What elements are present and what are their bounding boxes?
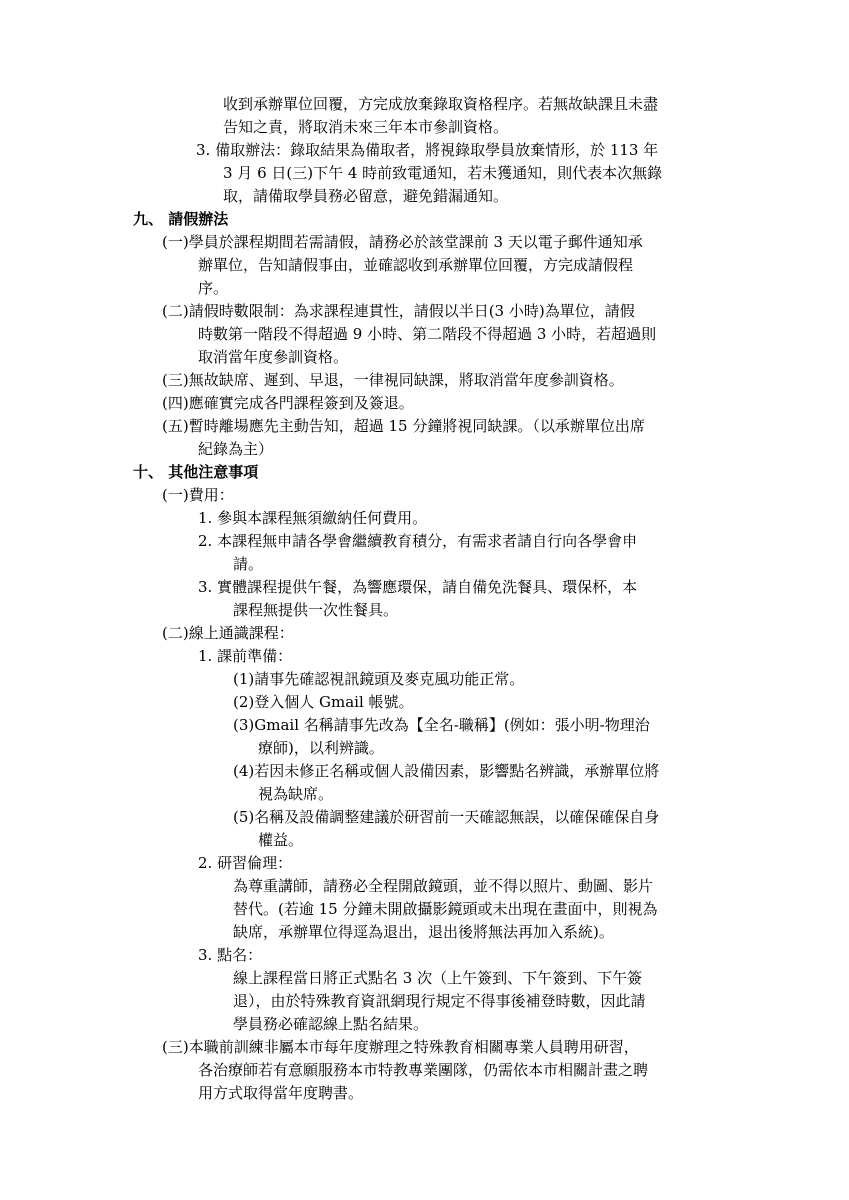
text-line: 收到承辦單位回覆，方完成放棄錄取資格程序。若無故缺課且未盡 bbox=[223, 95, 659, 113]
text-line: 時數第一階段不得超過 9 小時、第二階段不得超過 3 小時，若超過則 bbox=[198, 325, 657, 343]
text-line: 退），由於特殊教育資訊網現行規定不得事後補登時數，因此請 bbox=[233, 992, 646, 1010]
text-line: (二)請假時數限制：為求課程連貫性，請假以半日(3 小時)為單位，請假 bbox=[162, 302, 635, 320]
text-line: 3 月 6 日(三)下午 4 時前致電通知，若未獲通知，則代表本次無錄 bbox=[223, 164, 663, 182]
text-line: 1. 課前準備： bbox=[198, 647, 293, 665]
text-line: (4)若因未修正名稱或個人設備因素，影響點名辨識，承辦單位將 bbox=[233, 762, 660, 780]
text-line: 2. 本課程無申請各學會繼續教育積分，有需求者請自行向各學會申 bbox=[198, 532, 638, 550]
text-line: 用方式取得當年度聘書。 bbox=[198, 1084, 364, 1102]
text-line: 取消當年度參訓資格。 bbox=[198, 348, 349, 366]
text-line: (2)登入個人 Gmail 帳號。 bbox=[233, 693, 414, 711]
text-line: 權益。 bbox=[258, 831, 304, 849]
section-heading: 十、 其他注意事項 bbox=[133, 463, 259, 481]
text-line: 視為缺席。 bbox=[258, 785, 334, 803]
text-line: (四)應確實完成各門課程簽到及簽退。 bbox=[162, 394, 414, 412]
text-line: 線上課程當日將正式點名 3 次（上午簽到、下午簽到、下午簽 bbox=[233, 969, 643, 987]
text-line: 取，請備取學員務必留意，避免錯漏通知。 bbox=[223, 187, 509, 205]
text-line: 為尊重講師，請務必全程開啟鏡頭，並不得以照片、動圖、影片 bbox=[233, 877, 654, 895]
text-line: 辦單位，告知請假事由，並確認收到承辦單位回覆，方完成請假程 bbox=[198, 256, 634, 274]
text-line: 紀錄為主） bbox=[198, 440, 274, 458]
text-line: (1)請事先確認視訊鏡頭及麥克風功能正常。 bbox=[233, 670, 525, 688]
text-line: 請。 bbox=[233, 555, 264, 573]
text-line: 療師)，以利辨識。 bbox=[258, 739, 384, 757]
text-line: 3. 點名： bbox=[198, 946, 263, 964]
text-line: 缺席，承辦單位得逕為退出，退出後將無法再加入系統)。 bbox=[233, 923, 614, 941]
text-line: (三)本職前訓練非屬本市每年度辦理之特殊教育相關專業人員聘用研習， bbox=[162, 1038, 639, 1056]
text-line: 學員務必確認線上點名結果。 bbox=[233, 1015, 429, 1033]
text-line: (一)學員於課程期間若需請假，請務必於該堂課前 3 天以電子郵件通知承 bbox=[162, 233, 643, 251]
text-line: 2. 研習倫理： bbox=[198, 854, 293, 872]
text-line: 各治療師若有意願服務本市特教專業團隊，仍需依本市相關計畫之聘 bbox=[198, 1061, 649, 1079]
text-line: 1. 參與本課程無須繳納任何費用。 bbox=[198, 509, 428, 527]
text-line: (三)無故缺席、遲到、早退，一律視同缺課，將取消當年度參訓資格。 bbox=[162, 371, 624, 389]
text-line: (一)費用： bbox=[162, 486, 234, 504]
text-line: 3. 備取辦法：錄取結果為備取者，將視錄取學員放棄情形，於 113 年 bbox=[196, 141, 659, 159]
text-line: (3)Gmail 名稱請事先改為【全名-職稱】(例如：張小明-物理治 bbox=[233, 716, 650, 734]
section-heading: 九、 請假辦法 bbox=[133, 210, 229, 228]
text-line: 課程無提供一次性餐具。 bbox=[233, 601, 399, 619]
text-line: 3. 實體課程提供午餐，為響應環保，請自備免洗餐具、環保杯，本 bbox=[198, 578, 638, 596]
text-line: 告知之責，將取消未來三年本市參訓資格。 bbox=[223, 118, 509, 136]
text-line: (五)暫時離場應先主動告知，超過 15 分鐘將視同缺課。（以承辦單位出席 bbox=[162, 417, 645, 435]
text-line: (5)名稱及設備調整建議於研習前一天確認無誤，以確保確保自身 bbox=[233, 808, 660, 826]
text-line: 序。 bbox=[198, 279, 229, 297]
text-line: (二)線上通識課程： bbox=[162, 624, 294, 642]
text-line: 替代。(若逾 15 分鐘未開啟攝影鏡頭或未出現在畫面中，則視為 bbox=[233, 900, 658, 918]
